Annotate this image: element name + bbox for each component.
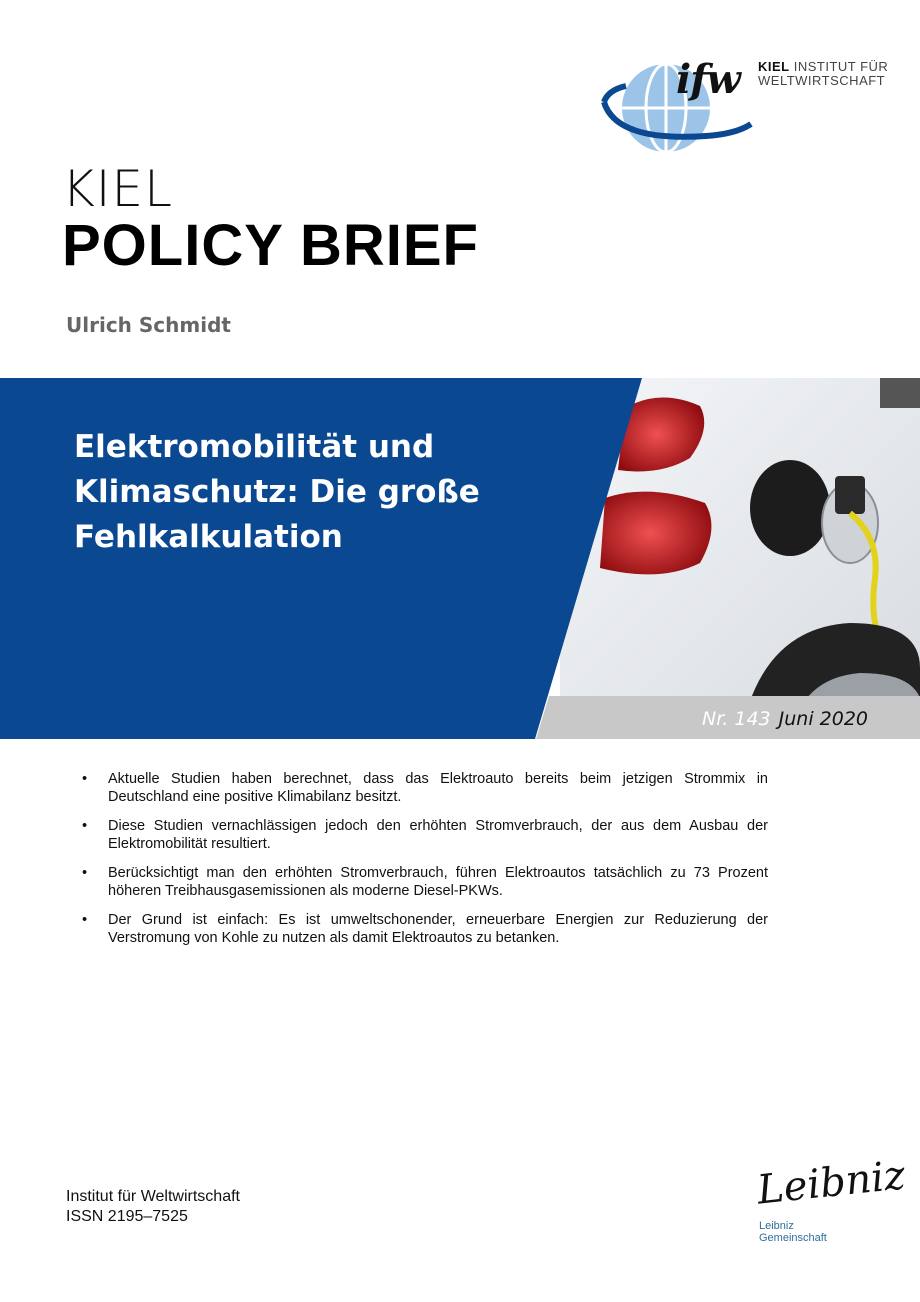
footer bbox=[66, 1187, 240, 1227]
headline-line: Fehlkalkulation bbox=[74, 519, 343, 555]
leibniz-signature: Leibniz bbox=[755, 1152, 908, 1214]
summary-bullets bbox=[78, 770, 768, 958]
bullet-item bbox=[78, 817, 768, 853]
charging-plug bbox=[835, 476, 865, 514]
logo-kiel: KIEL bbox=[758, 59, 790, 74]
bullet-icon: • bbox=[82, 818, 88, 834]
bullet-text: Diese Studien vernachlässigen jedoch den erhöhten Stromverbrauch, der aus dem Ausbau der Elektromobilität resultiert. bbox=[108, 818, 768, 852]
bullet-text: Berücksichtigt man den erhöhten Stromverbrauch, führen Elektroautos tatsächlich zu 73 Prozent höheren Treibhausgasemissionen als moderne Diesel-PKWs. bbox=[108, 865, 768, 899]
leibniz-line1: Leibniz bbox=[759, 1220, 794, 1232]
leibniz-logo bbox=[755, 1152, 908, 1258]
footer-issn: ISSN 2195–7525 bbox=[66, 1208, 188, 1225]
bullet-item bbox=[78, 864, 768, 900]
bullet-icon: • bbox=[82, 865, 88, 881]
footer-institute: Institut für Weltwirtschaft bbox=[66, 1188, 240, 1205]
issue-number: Nr. 143 bbox=[702, 708, 771, 730]
ifw-logo bbox=[596, 50, 906, 160]
logo-weltwirtschaft: WELTWIRTSCHAFT bbox=[758, 73, 886, 88]
headline-line: Klimaschutz: Die große bbox=[74, 474, 480, 510]
logo-mark: ifw bbox=[676, 56, 740, 103]
leibniz-text bbox=[759, 1220, 827, 1244]
bullet-text: Der Grund ist einfach: Es ist umweltschonender, erneuerbare Energien zur Reduzierung der Verstromung von Kohle zu nutzen als damit Elektroautos zu betanken. bbox=[108, 912, 768, 946]
author-name: Ulrich Schmidt bbox=[66, 313, 231, 337]
issue-date: Juni 2020 bbox=[778, 708, 868, 730]
bullet-icon: • bbox=[82, 771, 88, 787]
bullet-item bbox=[78, 770, 768, 806]
series-kiel: KIEL bbox=[62, 160, 173, 218]
bullet-item bbox=[78, 911, 768, 947]
issue-info bbox=[702, 708, 868, 730]
headline-line: Elektromobilität und bbox=[74, 429, 435, 465]
taillight-lower bbox=[600, 492, 711, 575]
logo-institut: INSTITUT FÜR bbox=[789, 59, 889, 74]
logo-text bbox=[758, 60, 888, 88]
bullet-text: Aktuelle Studien haben berechnet, dass das Elektroauto bereits beim jetzigen Strommix in Deutschland eine positive Klimabilanz besitzt. bbox=[108, 771, 768, 805]
leibniz-line2: Gemeinschaft bbox=[759, 1232, 827, 1244]
headline bbox=[74, 425, 594, 560]
series-title: POLICY BRIEF bbox=[62, 213, 479, 278]
charging-port bbox=[750, 460, 830, 556]
bullet-icon: • bbox=[82, 912, 88, 928]
